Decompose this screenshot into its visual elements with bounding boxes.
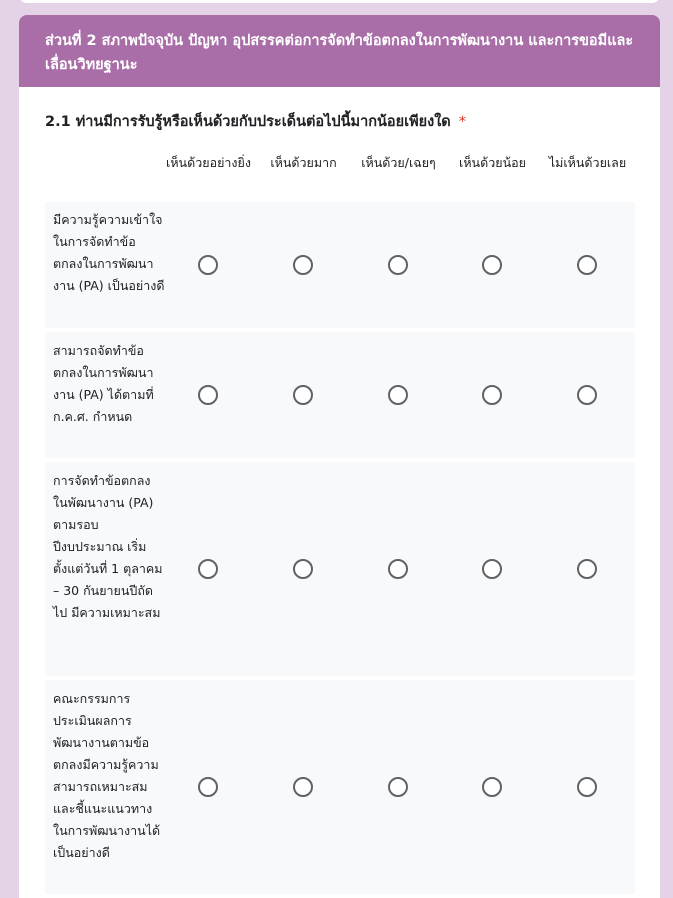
- column-header-neutral: เห็นด้วย/เฉยๆ: [361, 155, 436, 170]
- radio-row4-neutral[interactable]: [388, 777, 408, 797]
- radio-row1-neutral[interactable]: [388, 255, 408, 275]
- radio-row4-agree[interactable]: [293, 777, 313, 797]
- radio-row2-strongly-disagree[interactable]: [577, 385, 597, 405]
- grid-row-4: [45, 680, 635, 894]
- radio-row4-disagree[interactable]: [482, 777, 502, 797]
- column-header-disagree: เห็นด้วยน้อย: [459, 155, 526, 170]
- column-header-agree: เห็นด้วยมาก: [270, 155, 337, 170]
- question-card: [19, 87, 660, 898]
- radio-row1-agree[interactable]: [293, 255, 313, 275]
- section-title: ส่วนที่ 2 สภาพปัจจุบัน ปัญหา อุปสรรคต่อการจัดทำข้อตกลงในการพัฒนางาน และการขอมีและเลื่อนวิทยฐานะ: [45, 33, 634, 73]
- row-label-2: สามารถจัดทำข้อตกลงในการพัฒนางาน (PA) ได้ตามที่ ก.ค.ศ. กำหนด: [53, 343, 154, 424]
- radio-row2-neutral[interactable]: [388, 385, 408, 405]
- column-header-strongly-agree: เห็นด้วยอย่างยิ่ง: [166, 155, 251, 170]
- radio-row2-agree[interactable]: [293, 385, 313, 405]
- previous-card-edge: [19, 0, 660, 3]
- radio-row2-disagree[interactable]: [482, 385, 502, 405]
- row-label-4: คณะกรรมการประเมินผลการพัฒนางานตามข้อตกลงมีความรู้ความสามารถเหมาะสม และชี้แนะแนวทางในการพัฒนางานได้เป็นอย่างดี: [53, 691, 161, 860]
- radio-row3-neutral[interactable]: [388, 559, 408, 579]
- row-label-3: การจัดทำข้อตกลงในพัฒนางาน (PA) ตามรอบ ปีงบประมาณ เริ่มตั้งแต่วันที่ 1 ตุลาคม – 30 กันยายนปีถัดไป มีความเหมาะสม: [53, 473, 163, 620]
- grid-row-3: [45, 462, 635, 676]
- radio-row3-strongly-agree[interactable]: [198, 559, 218, 579]
- row-label-1: มีความรู้ความเข้าใจในการจัดทำข้อตกลงในการพัฒนางาน (PA) เป็นอย่างดี: [53, 212, 165, 293]
- column-header-strongly-disagree: ไม่เห็นด้วยเลย: [548, 155, 627, 170]
- radio-row1-strongly-disagree[interactable]: [577, 255, 597, 275]
- radio-row1-strongly-agree[interactable]: [198, 255, 218, 275]
- question-title-text: 2.1 ท่านมีการรับรู้หรือเห็นด้วยกับประเด็นต่อไปนี้มากน้อยเพียงใด: [45, 114, 451, 130]
- column-headers: [161, 153, 635, 199]
- grid-row-1: [45, 202, 635, 328]
- radio-row4-strongly-disagree[interactable]: [577, 777, 597, 797]
- section-header: [19, 15, 660, 87]
- radio-row1-disagree[interactable]: [482, 255, 502, 275]
- radio-row4-strongly-agree[interactable]: [198, 777, 218, 797]
- radio-row3-agree[interactable]: [293, 559, 313, 579]
- grid-row-2: [45, 332, 635, 458]
- required-marker: *: [458, 114, 466, 130]
- radio-row3-strongly-disagree[interactable]: [577, 559, 597, 579]
- question-title: [45, 111, 635, 133]
- radio-row2-strongly-agree[interactable]: [198, 385, 218, 405]
- radio-row3-disagree[interactable]: [482, 559, 502, 579]
